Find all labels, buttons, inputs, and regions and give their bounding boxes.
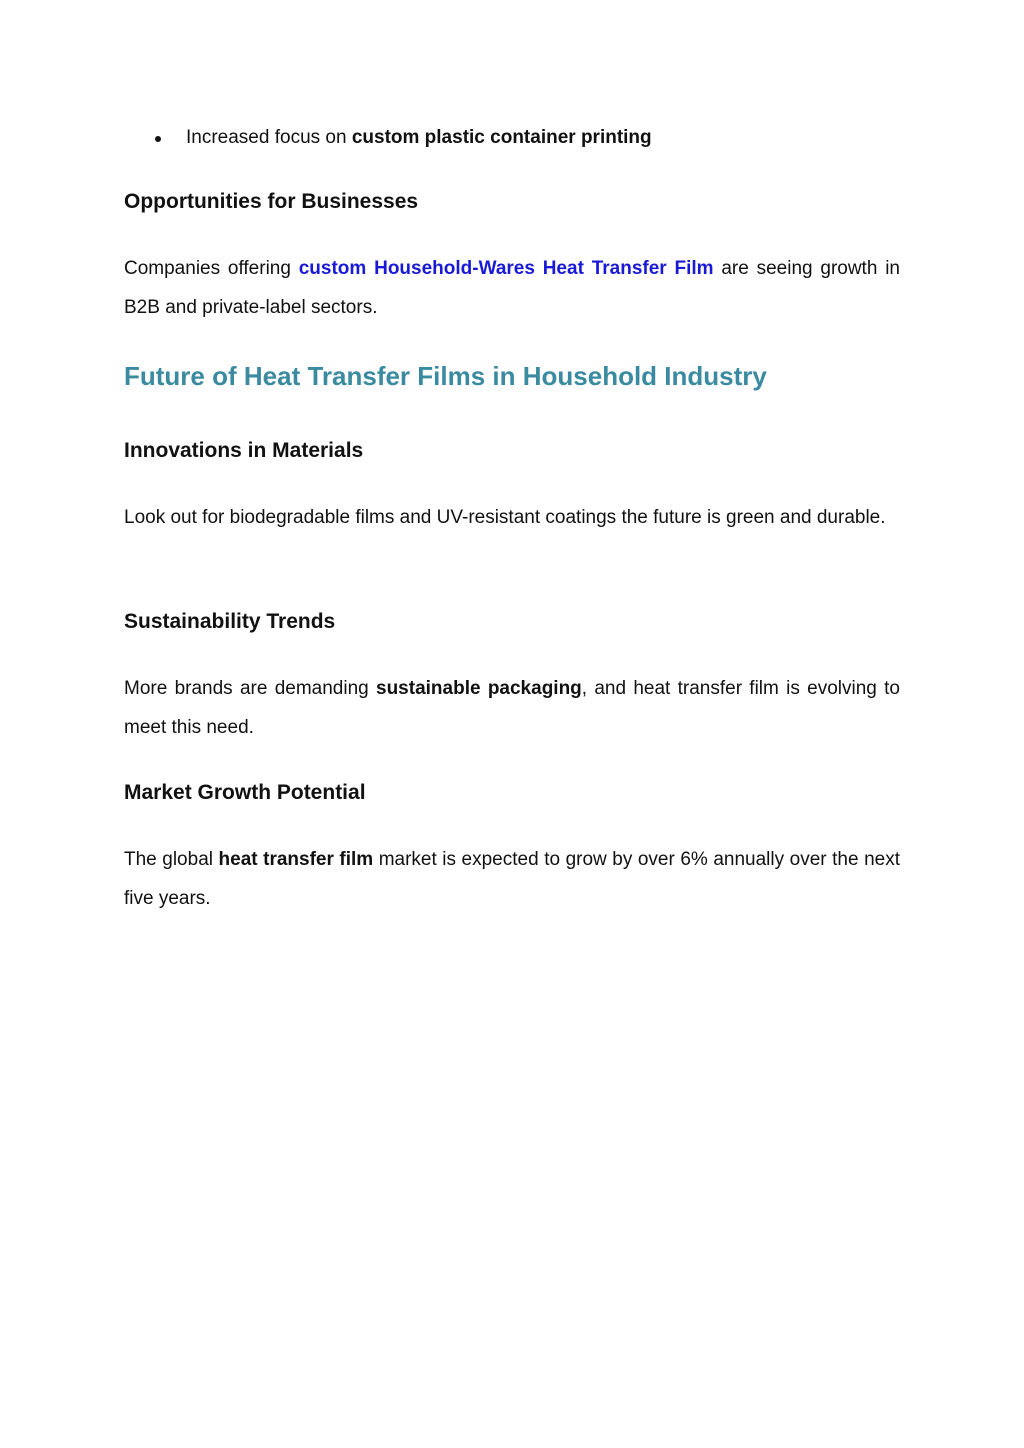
sustainability-text-pre: More brands are demanding — [124, 678, 376, 699]
bullet-bold-text: custom plastic container printing — [351, 127, 652, 148]
sustainability-paragraph — [124, 669, 900, 747]
market-text-pre: The global — [124, 849, 219, 870]
innovations-heading: Innovations in Materials — [124, 439, 364, 462]
market-text-post: market is expected to grow by over 6% annually over the next five years. — [124, 849, 900, 909]
sustainability-heading: Sustainability Trends — [124, 610, 336, 633]
household-wares-film-link[interactable]: custom Household-Wares Heat Transfer Film — [298, 258, 714, 279]
sustainability-text-post: , and heat transfer film is evolving to meet this need. — [124, 678, 900, 738]
bullet-icon — [155, 136, 161, 142]
innovations-paragraph: Look out for biodegradable films and UV-resistant coatings the future is green and durable. — [124, 507, 886, 528]
market-paragraph — [124, 840, 900, 918]
opportunities-paragraph — [124, 249, 900, 327]
document-page — [124, 0, 900, 1448]
bullet-text: Increased focus on — [186, 127, 352, 148]
sustainability-bold-text: sustainable packaging — [376, 678, 582, 699]
opportunities-text-pre: Companies offering — [124, 258, 299, 279]
list-item — [124, 124, 652, 152]
opportunities-heading: Opportunities for Businesses — [124, 190, 419, 213]
market-bold-text: heat transfer film — [218, 849, 374, 870]
bullet-list — [124, 124, 652, 152]
opportunities-text-post: are seeing growth in B2B and private-label sectors. — [124, 258, 900, 318]
future-section-title: Future of Heat Transfer Films in Household Industry — [124, 361, 767, 391]
market-heading: Market Growth Potential — [124, 781, 366, 804]
